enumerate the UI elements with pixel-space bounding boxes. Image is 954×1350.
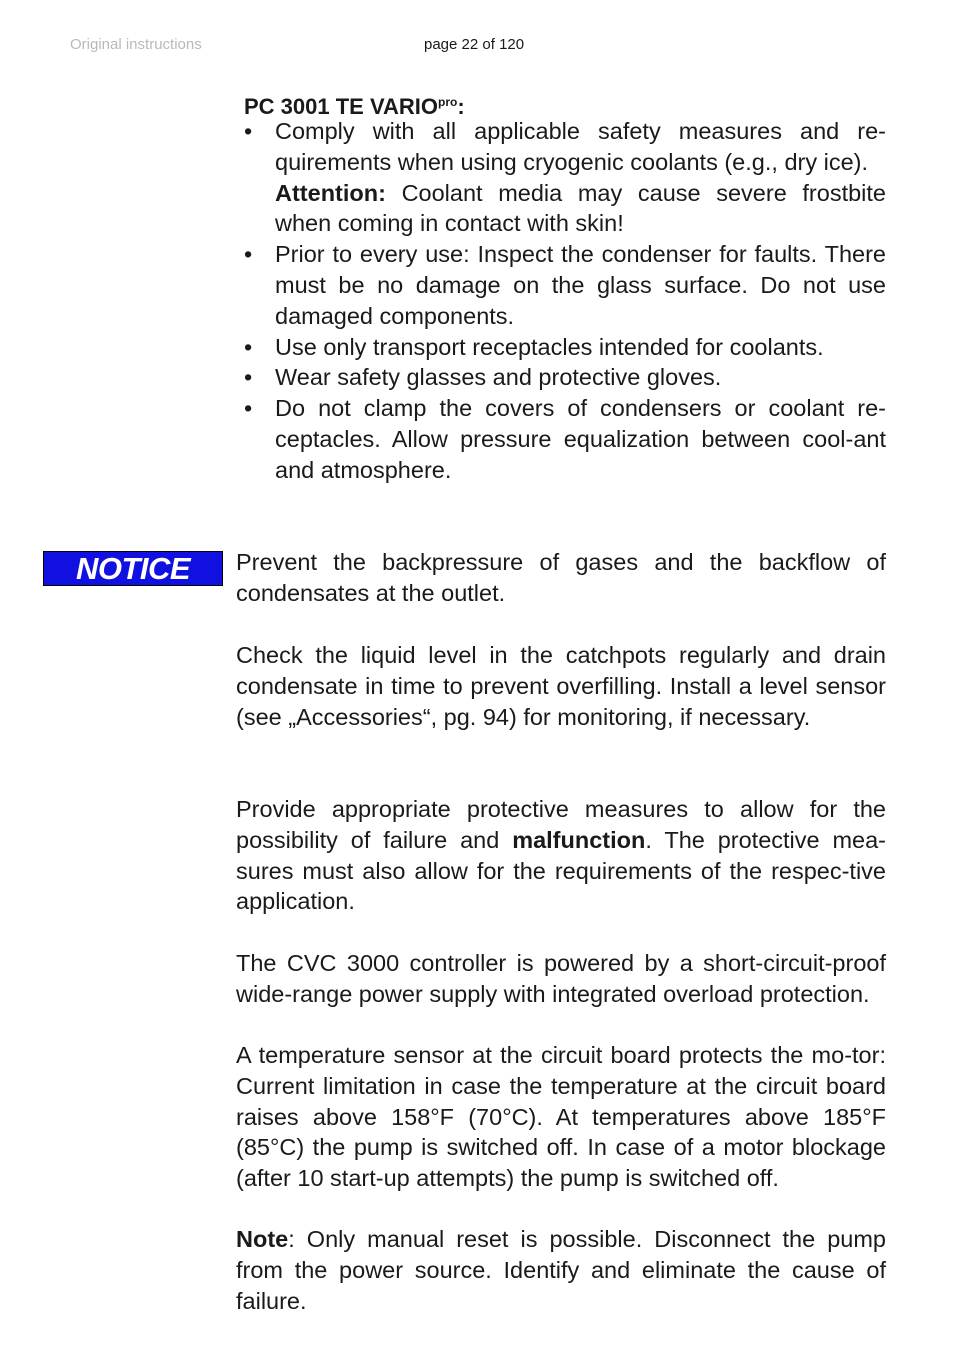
bullet-item [244,393,886,485]
attention-text: Coolant media may cause severe frostbite when coming in contact with skin! [275,179,886,237]
bullet-text: Comply with all applicable safety measures and re-quirements when using cryogenic coolants (e.g., dry ice). [275,118,886,175]
notice-paragraph-power-supply: The CVC 3000 controller is powered by a short-circuit-proof wide-range power supply with integrated overload protection. [236,950,886,1007]
bullet-text: Use only transport receptacles intended for coolants. [275,333,824,360]
bullet-dot: • [244,364,253,391]
paragraph-text: . The protective mea-sures must also allow for the requirements of the respec-tive application. [236,826,886,915]
bullet-dot: • [244,395,253,422]
bullet-item [244,332,886,363]
bullet-text: Wear safety glasses and protective gloves. [275,364,722,391]
section-title-colon: : [457,94,465,119]
note-text: : Only manual reset is possible. Disconnect the pump from the power source. Identify and eliminate the cause of failure. [236,1226,886,1314]
section-title-superscript: pro [438,95,458,109]
document-label: Original instructions [70,36,202,53]
notice-paragraph-temperature-sensor: A temperature sensor at the circuit board protects the mo-tor: Current limitation in case the temperature at the circuit board raises above 158°F (70°C). At temperatures above 185°F (85°C) the pump is switched off. In case of a motor blockage (after 10 start-up attempts) the pump is switched off. [236,1042,886,1192]
bullet-text: Do not clamp the covers of condensers or coolant re-ceptacles. Allow pressure equalization between cool-ant and atmosphere. [275,395,886,483]
bullet-item [244,362,886,393]
bullet-text: Prior to every use: Inspect the condenser for faults. There must be no damage on the glass surface. Do not use damaged components. [275,241,886,329]
bullet-dot: • [244,333,253,360]
attention-note [275,178,886,240]
notice-paragraph-catchpots: Check the liquid level in the catchpots regularly and drain condensate in time to prevent overfilling. Install a level sensor (see „Accessories“, pg. 94) for monitoring, if necessary. [236,642,886,730]
bullet-item [244,239,886,331]
safety-bullet-list [244,116,886,486]
notice-badge: NOTICE [43,551,223,586]
paragraph-text: Provide appropriate protective measures to allow for the possibility of failure and [236,796,886,853]
notice-paragraph-note [236,1224,886,1316]
page-number: page 22 of 120 [424,36,525,53]
malfunction-emphasis: malfunction [512,826,646,853]
bullet-dot: • [244,241,253,268]
notice-paragraph-protective-measures [236,794,886,917]
section-title-text: PC 3001 TE VARIO [244,94,438,119]
notice-paragraph-backpressure: Prevent the backpressure of gases and the backflow of condensates at the outlet. [236,549,886,606]
bullet-dot: • [244,118,253,144]
note-label: Note [236,1226,289,1252]
bullet-item [244,116,886,239]
attention-label: Attention: [275,179,386,206]
